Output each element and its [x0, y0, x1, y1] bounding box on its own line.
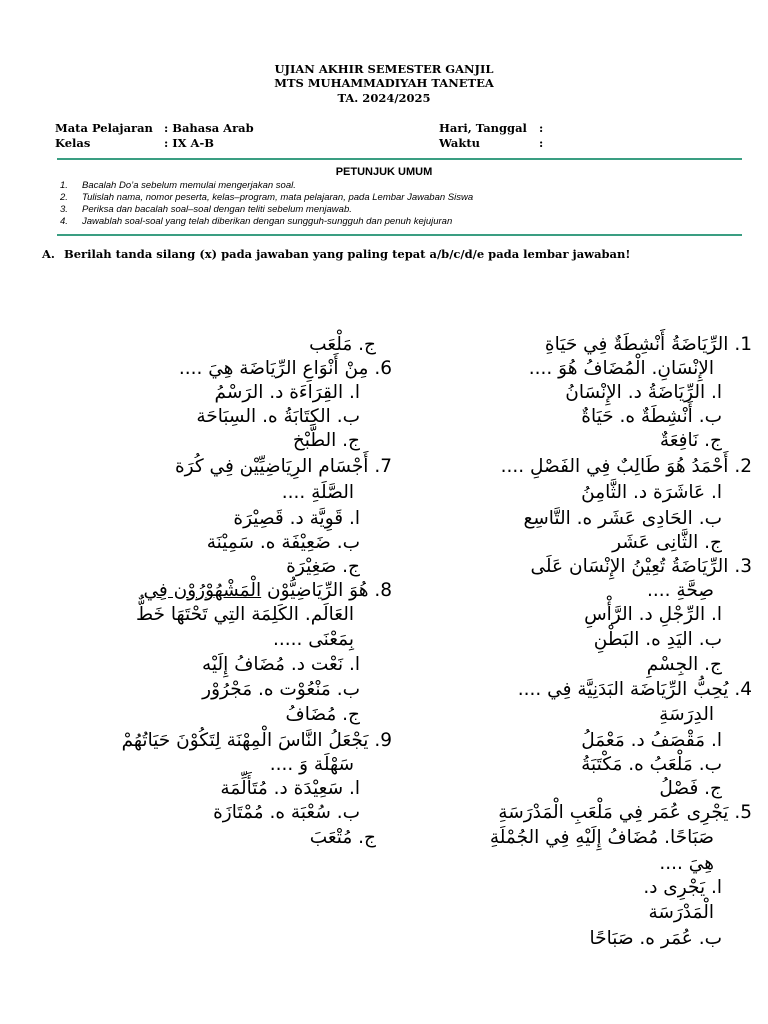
bottom-divider [57, 234, 742, 236]
q4-stem-cont: الدِرَسَةِ [659, 704, 714, 725]
q8-stem-cont: العَالَم. الكَلِمَة التِي تَحْتَهَا خَطٌّ [135, 604, 354, 625]
q7-options: ج. صَغِيْرَة [286, 556, 360, 577]
instruction-item: 2. Tulislah nama, nomor peserta, kelas–program, mata pelajaran, pada Lembar Jawaban Siswa [60, 192, 474, 203]
q4-options: ب. مَلْعَبُ ه. مَكْتَبَةُ [581, 754, 722, 775]
class-value: : IX A-B [164, 136, 214, 150]
instructions-title: PETUNJUK UMUM [335, 166, 433, 178]
q9-stem: 9. يَجْعَلُ النَّاسَ الْمِهْنَة لِتَكُوْنَ حَيَاتُهُمْ [121, 730, 392, 751]
q1-options: ب. أَنْشِطَةٌ ه. حَيَاةٌ [581, 406, 722, 427]
date-label: Hari, Tanggal [439, 121, 527, 135]
top-divider [57, 158, 742, 160]
q3-stem-cont: صِحَّةِ .... [647, 580, 714, 601]
time-value: : [539, 136, 544, 150]
q1-stem-cont: الإِنْسَانِ. الْمُضَافُ هُوَ .... [528, 358, 714, 379]
q6-options: ج. الطَّبْخ [292, 430, 360, 451]
q6-options: ا. القِرَاءَة د. الرَسْمُ [214, 382, 360, 403]
instruction-item: 1. Bacalah Do’a sebelum memulai mengerjakan soal. [60, 180, 296, 191]
academic-year: TA. 2024/2025 [337, 91, 431, 105]
q9-options: ب. سُعْبَة ه. مُمْتَازَة [213, 802, 360, 823]
q7-options: ا. قَوِيَّة د. قَصِيْرَة [233, 508, 360, 529]
q8-stem: 8. هُوَ الرِّيَاضِيُّوْن الْمَشْهُوْرُوْن فِي [143, 580, 392, 601]
q8-options: ج. مُضَافُ [285, 704, 360, 725]
q2-options: ب. الحَادِى عَشَر ه. التَّاسِع [523, 508, 722, 529]
q3-options: ب. اليَدِ ه. البَطْنِ [593, 629, 722, 650]
q6-options: ب. الكِتَابَةُ ه. السِبَاحَة [196, 406, 360, 427]
subject-label: Mata Pelajaran [55, 121, 153, 135]
q7-options: ب. ضَعِيْفَة ه. سَمِيْنَة [206, 532, 360, 553]
q8-options: ا. نَعْت د. مُضَافُ إِلَيْه [202, 654, 360, 675]
q6-stem: 6. مِنْ أَنْوَاعِ الرِّيَاضَة هِيَ .... [178, 358, 392, 379]
q5-option-c: ج. مَلْعَب [309, 334, 376, 355]
q4-options: ا. مَقْصَفُ د. مَعْمَلُ [581, 730, 722, 751]
class-label: Kelas [55, 136, 91, 150]
time-label: Waktu [439, 136, 481, 150]
q5-options: الْمَدْرَسَة [648, 902, 714, 923]
subject-value: : Bahasa Arab [164, 121, 254, 135]
instruction-item: 3. Periksa dan bacalah soal–soal dengan teliti sebelum menjawab. [60, 204, 352, 215]
instruction-item: 4. Jawablah soal-soal yang telah diberikan dengan sungguh-sungguh dan penuh kejujuran [60, 216, 453, 227]
school-name: MTS MUHAMMADIYAH TANETEA [274, 76, 494, 90]
exam-title: UJIAN AKHIR SEMESTER GANJIL [274, 62, 494, 76]
q4-options: ج. فَصْلُ [659, 778, 722, 799]
q2-options: ج. الثَّانِى عَشَر [612, 532, 722, 553]
q5-stem-cont: هِيَ .... [659, 853, 714, 874]
q9-options: ا. سَعِيْدَة د. مُتَأَلِّمَة [220, 778, 360, 799]
q8-options: ب. مَنْعُوْت ه. مَجْرُوْر [202, 679, 360, 700]
q3-stem: 3. الرِّيَاضَةُ تُعِيْنُ الإِنْسَان عَلَى [530, 556, 752, 577]
q1-options: ج. نَافِعَةٌ [659, 430, 722, 451]
q5-options: ب. عُمَر ه. صَبَاحًا [589, 928, 722, 949]
q7-stem: 7. أَجْسَام الرِيَاضِيِّيْن فِي كُرَة [174, 456, 392, 477]
q8-stem-cont: بِمَعْنَى ..... [272, 629, 354, 650]
section-a-instruction: A. Berilah tanda silang (x) pada jawaban yang paling tepat a/b/c/d/e pada lembar jawaban! [42, 247, 631, 261]
q7-stem-cont: الصَّلَةِ .... [281, 482, 354, 503]
q2-options: ا. عَاشَرَة د. الثَّامِنُ [581, 482, 722, 503]
date-value: : [539, 121, 544, 135]
q1-options: ا. الرِّيَاضَةُ د. الإِنْسَانُ [565, 382, 722, 403]
q9-options: ج. مُتْعَبَ [309, 827, 376, 848]
q3-options: ا. الرِّجْلِ د. الرَّأْسِ [584, 604, 722, 625]
q3-options: ج. الجِسْمِ [646, 654, 722, 675]
q9-stem-cont: سَهْلَة وَ .... [269, 754, 354, 775]
q1-stem: 1. الرِّيَاضَةُ أَنْشِطَةٌ فِي حَيَاةِ [544, 334, 752, 355]
q2-stem: 2. أَحْمَدُ هُوَ طَالِبٌ فِي الفَصْلِ .... [500, 456, 752, 477]
underlined-word: الْمَشْهُوْرُوْن فِي [143, 580, 262, 601]
q4-stem: 4. يُحِبُّ الرِّيَاضَة البَدَنِيَّة فِي .... [517, 679, 752, 700]
q5-options: ا. يَجْرِى د. [643, 877, 722, 898]
q5-stem-cont: صَبَاحًا. مُضَافُ إِلَيْهِ فِي الجُمْلَةِ [489, 827, 714, 848]
q5-stem: 5. يَجْرِى عُمَر فِي مَلْعَبِ الْمَدْرَسَةِ [498, 802, 752, 823]
